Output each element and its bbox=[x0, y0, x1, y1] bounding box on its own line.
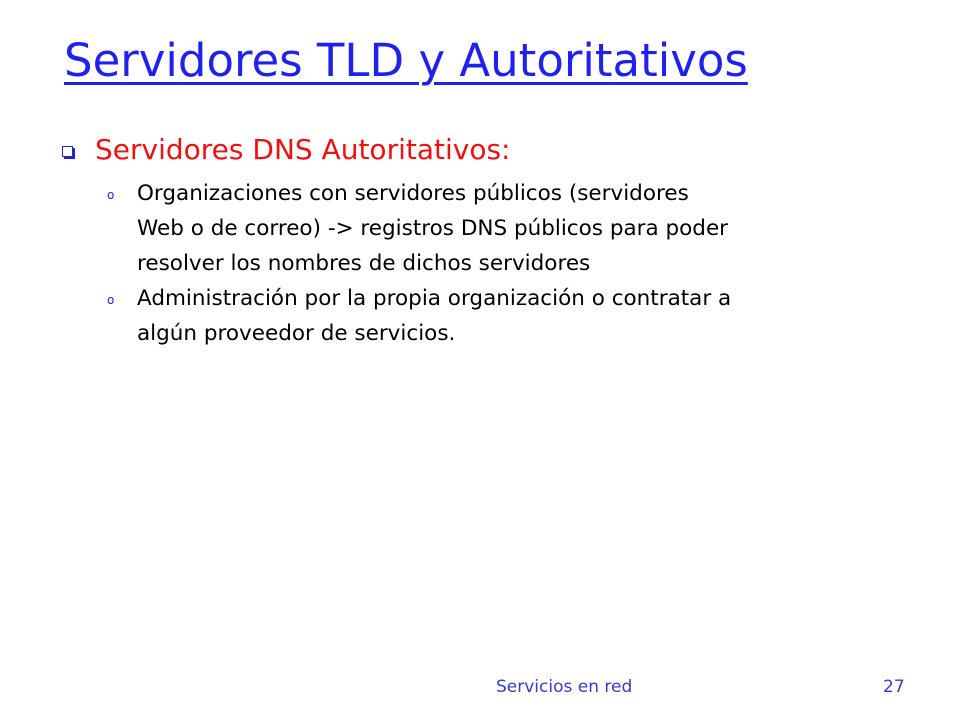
bullet-text: Servidores DNS Autoritativos: bbox=[95, 133, 511, 166]
circle-bullet-icon: o bbox=[107, 188, 115, 202]
square-bullet-icon bbox=[62, 146, 73, 157]
sub-bullet-text: Administración por la propia organización o contratar a algún proveedor de servicios. bbox=[137, 286, 732, 346]
sub-bullet-text: Organizaciones con servidores públicos (servidores Web o de correo) -> registros DNS públicos para poder resolver los nombres de dichos servidores bbox=[137, 181, 729, 276]
page-number: 27 bbox=[883, 677, 905, 697]
bullet-item bbox=[62, 130, 510, 170]
sub-bullet-item bbox=[107, 281, 907, 351]
slide-title: Servidores TLD y Autoritativos bbox=[64, 34, 748, 87]
footer-text: Servicios en red bbox=[496, 677, 633, 697]
sub-bullet-item bbox=[107, 176, 907, 281]
circle-bullet-icon: o bbox=[107, 293, 115, 307]
